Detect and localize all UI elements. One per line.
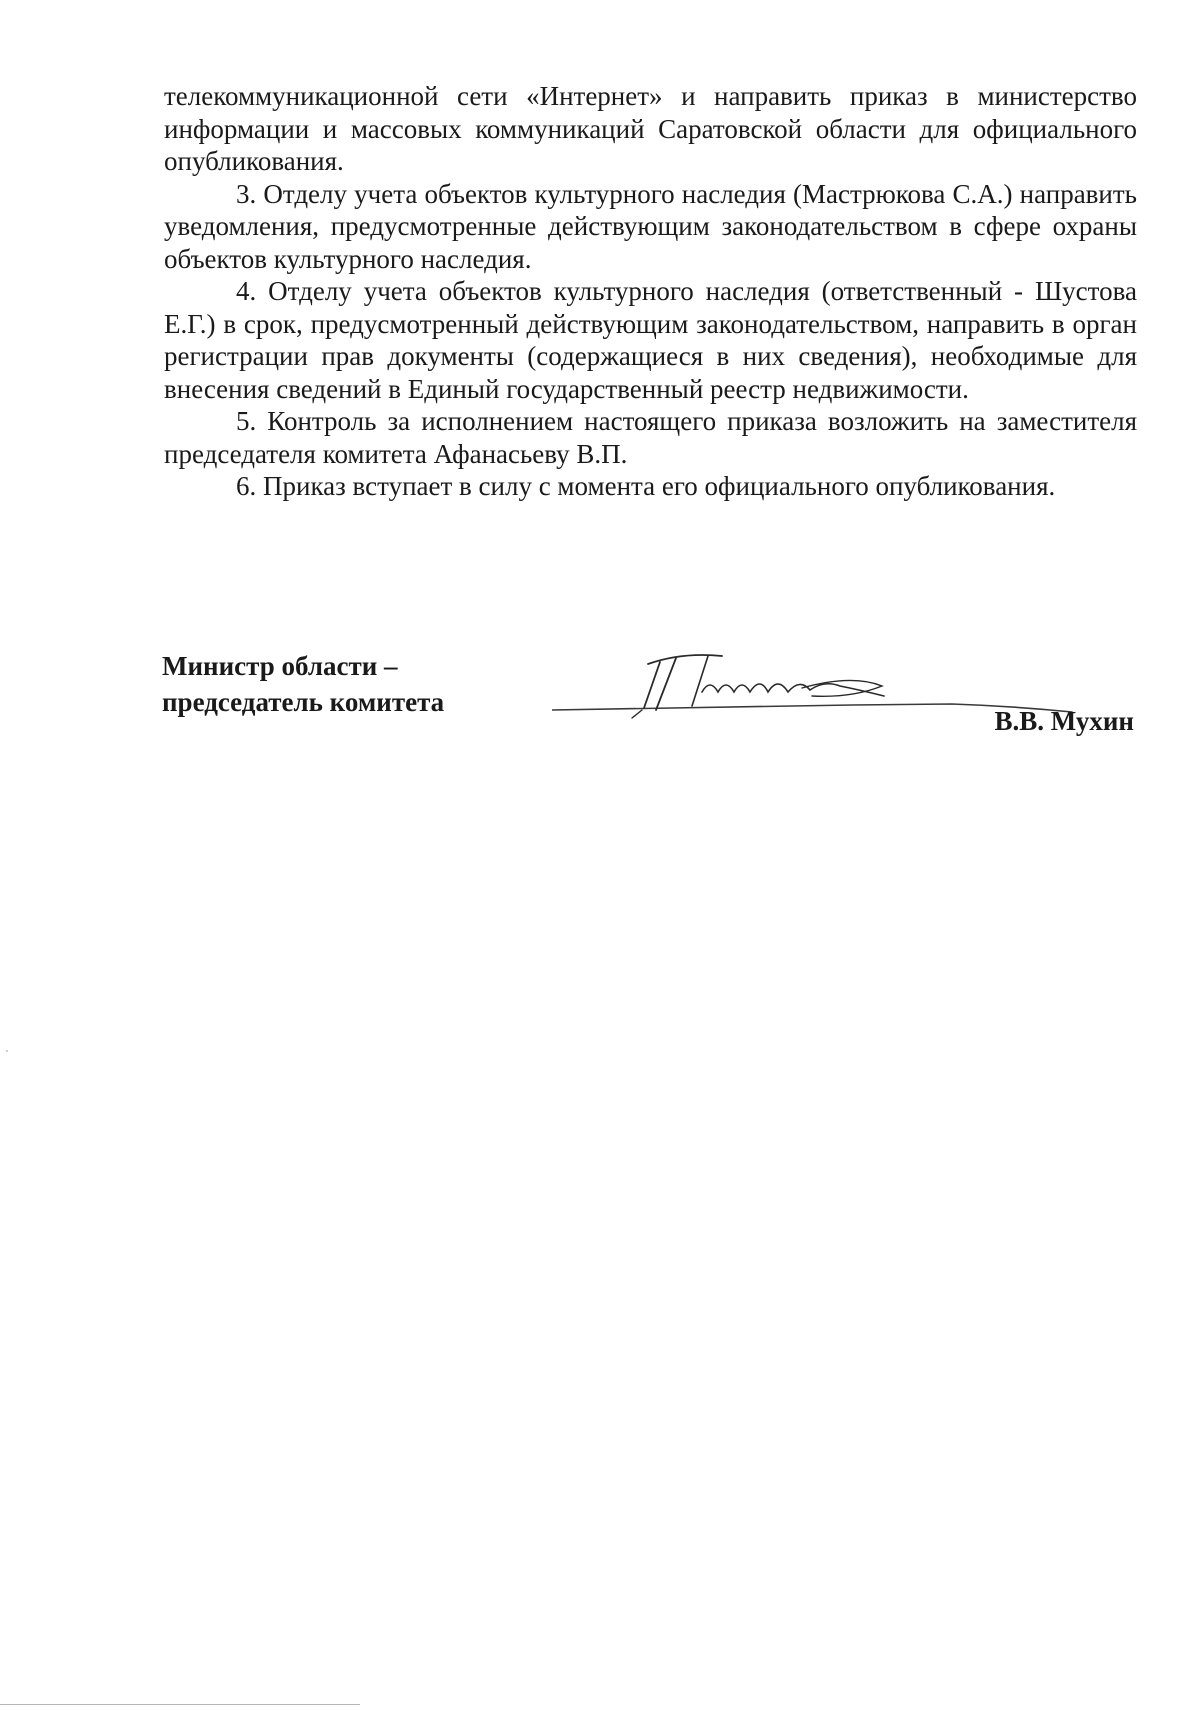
signatory-title (162, 648, 444, 720)
paragraph-item-6: 6. Приказ вступает в силу с момента его официального опубликования. (236, 471, 1056, 501)
signatory-title-line-2: председатель комитета (162, 687, 445, 717)
document-body (164, 80, 1137, 503)
scan-edge-line (0, 1704, 360, 1705)
paragraph-continuation: телекоммуникационной сети «Интернет» и направить приказ в министерство информации и массовых коммуникаций Саратовской области для официального опубликования. (164, 81, 1137, 176)
paragraph-item-4: 4. Отделу учета объектов культурного наследия (ответственный - Шустова Е.Г.) в срок, предусмотренный действующим законодательством, направить в орган регистрации прав документы (содержащиеся в них сведения), необходимые для внесения сведений в Единый государственный реестр недвижимости. (164, 276, 1137, 404)
paragraph-item-5: 5. Контроль за исполнением настоящего приказа возложить на заместителя председателя комитета Афанасьеву В.П. (164, 406, 1137, 469)
signature-block (162, 648, 1142, 738)
signatory-name: В.В. Мухин (994, 706, 1134, 736)
signatory-title-line-1: Министр области – (162, 651, 398, 681)
scan-artifact (6, 1050, 8, 1052)
paragraph-item-3: 3. Отделу учета объектов культурного наследия (Мастрюкова С.А.) направить уведомления, предусмотренные действующим законодательством в сфере охраны объектов культурного наследия. (164, 178, 1137, 274)
